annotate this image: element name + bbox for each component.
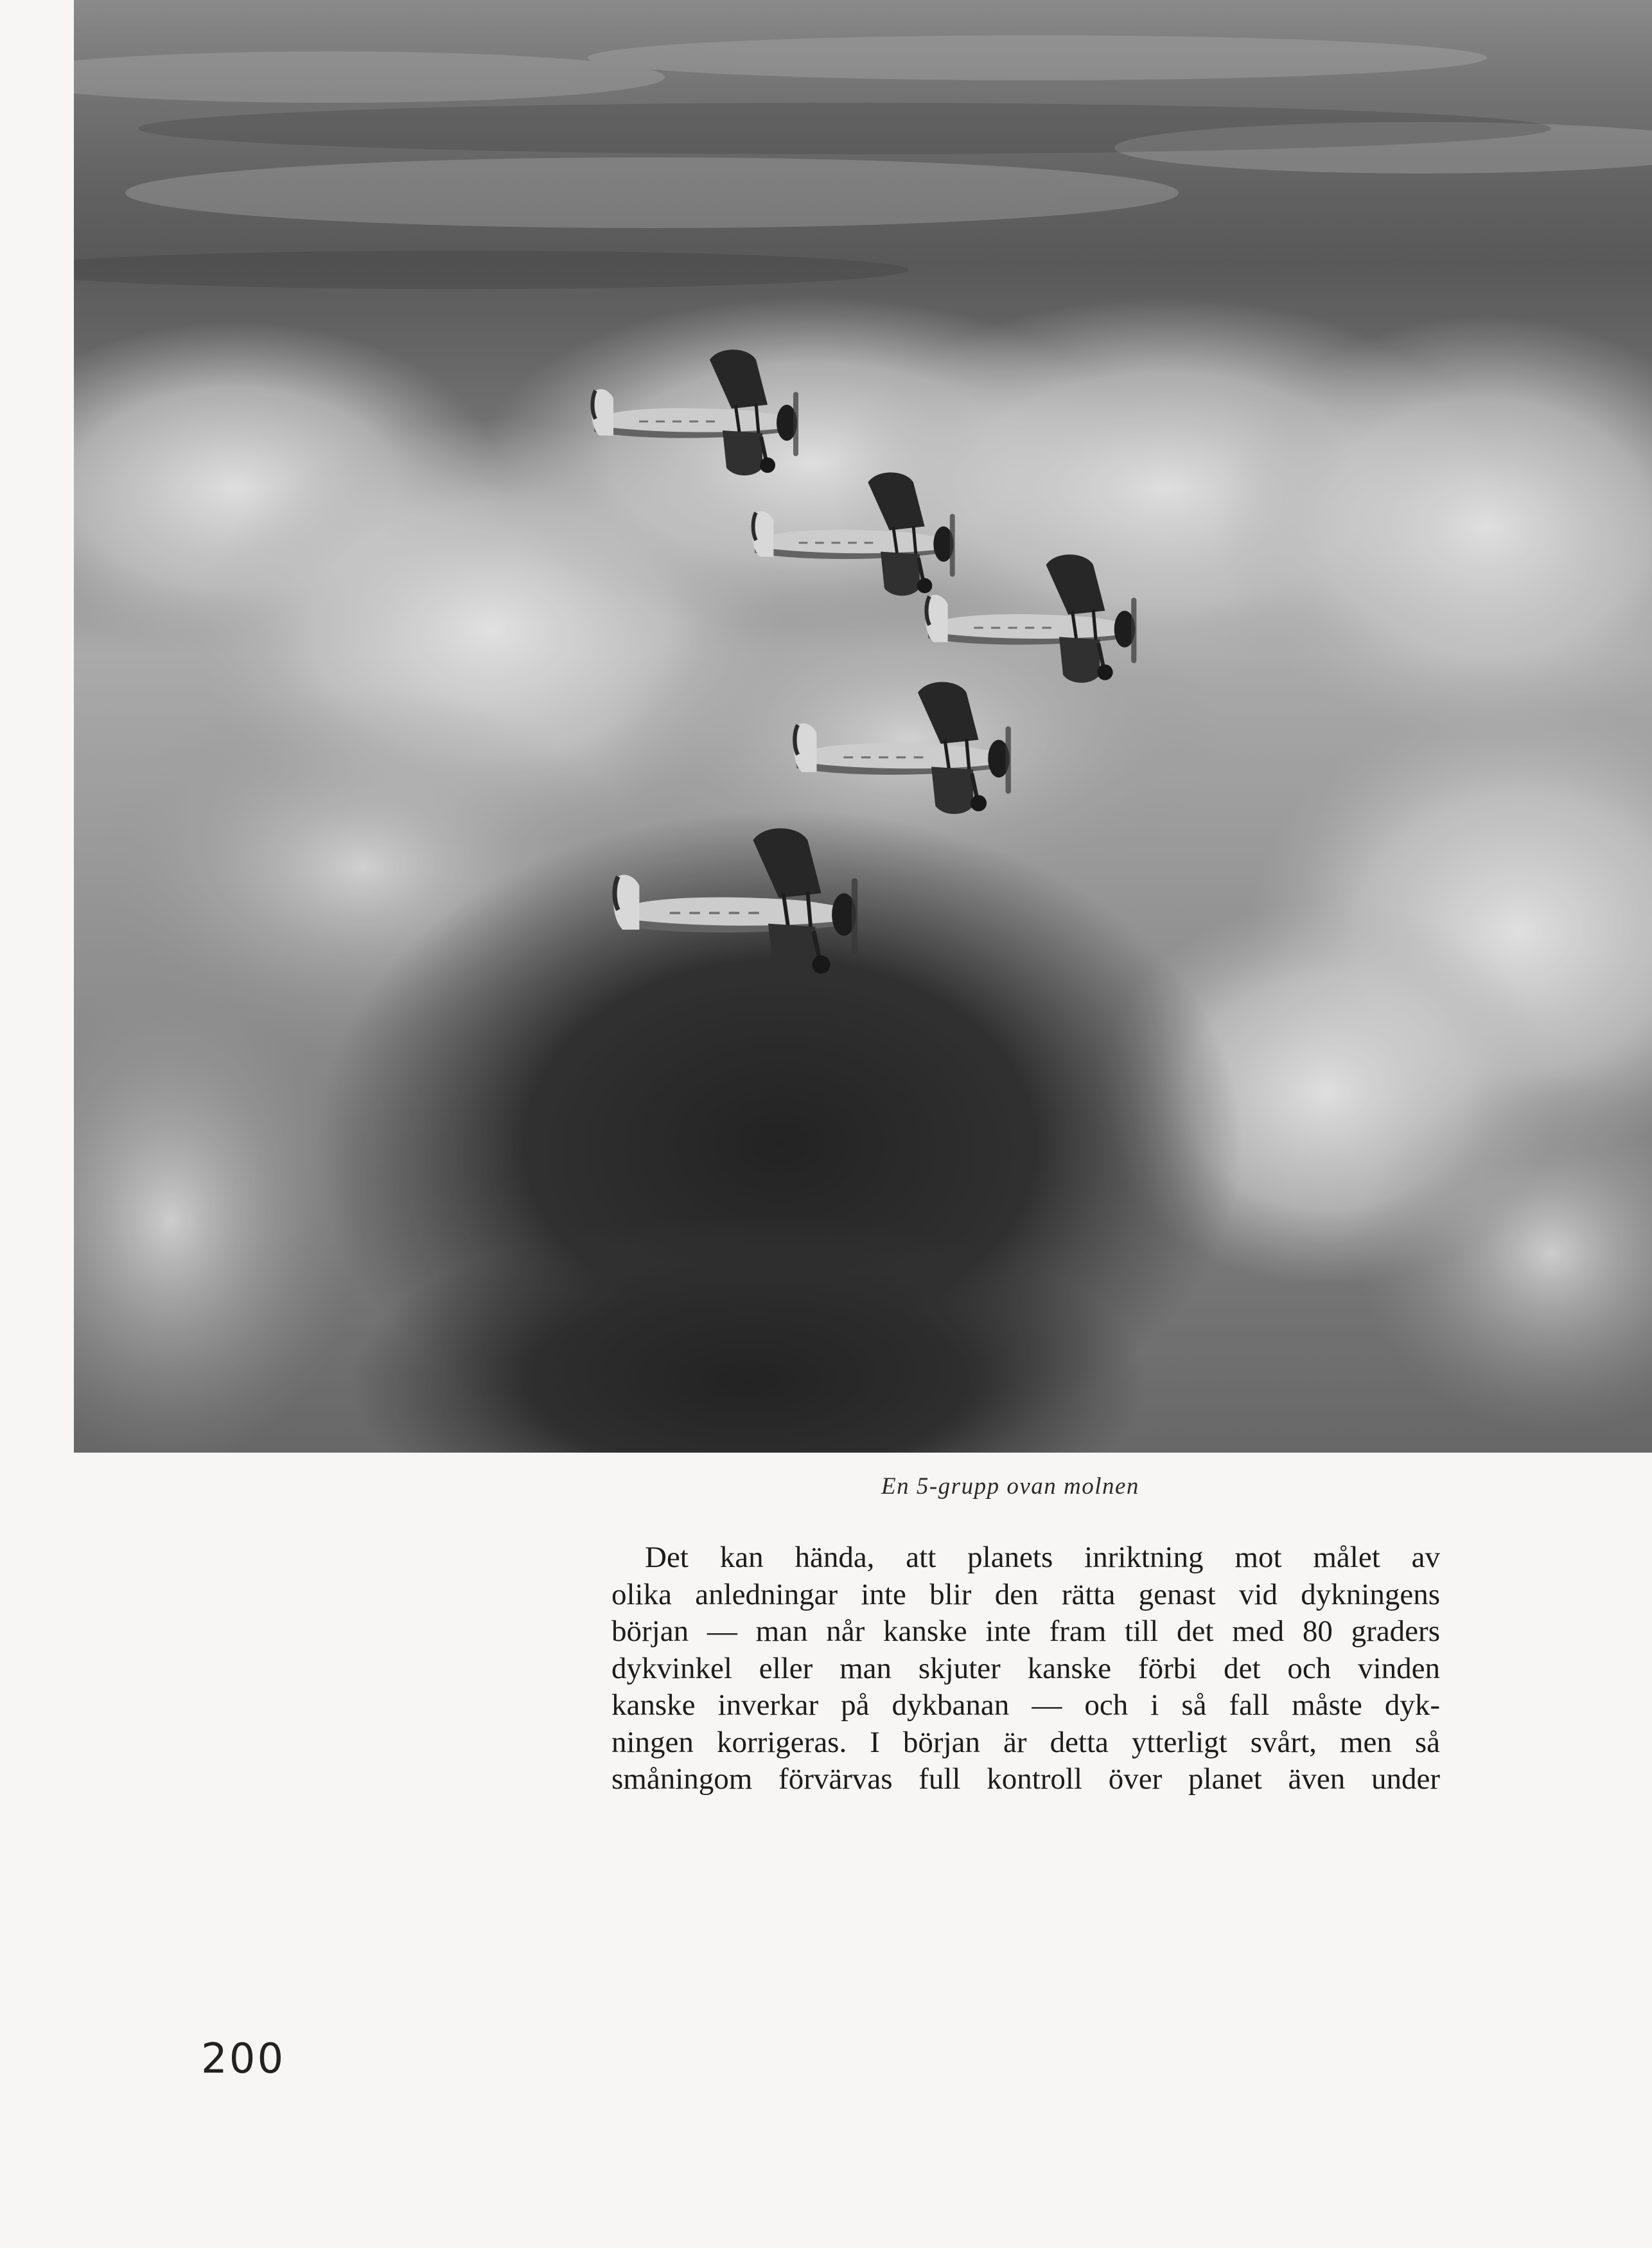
text-line: kanske inverkar på dykbanan — och i så fall måste dyk- bbox=[611, 1688, 1440, 1722]
photograph-biplane-formation bbox=[74, 0, 1652, 1453]
text-line: småningom förvärvas full kontroll över planet även under bbox=[611, 1762, 1440, 1796]
photo-caption: En 5-grupp ovan molnen bbox=[881, 1473, 1139, 1500]
text-line: dykvinkel eller man skjuter kanske förbi det och vinden bbox=[611, 1651, 1440, 1685]
text-line: Det kan hända, att planets inriktning mot målet av bbox=[645, 1541, 1440, 1574]
body-paragraph bbox=[611, 1539, 1440, 1798]
text-line: början — man når kanske inte fram till det med 80 graders bbox=[611, 1615, 1440, 1648]
text-line: ningen korrigeras. I början är detta ytterligt svårt, men så bbox=[611, 1725, 1440, 1759]
text-line: olika anledningar inte blir den rätta genast vid dykningens bbox=[611, 1577, 1440, 1611]
page-number: 200 bbox=[201, 2035, 286, 2083]
